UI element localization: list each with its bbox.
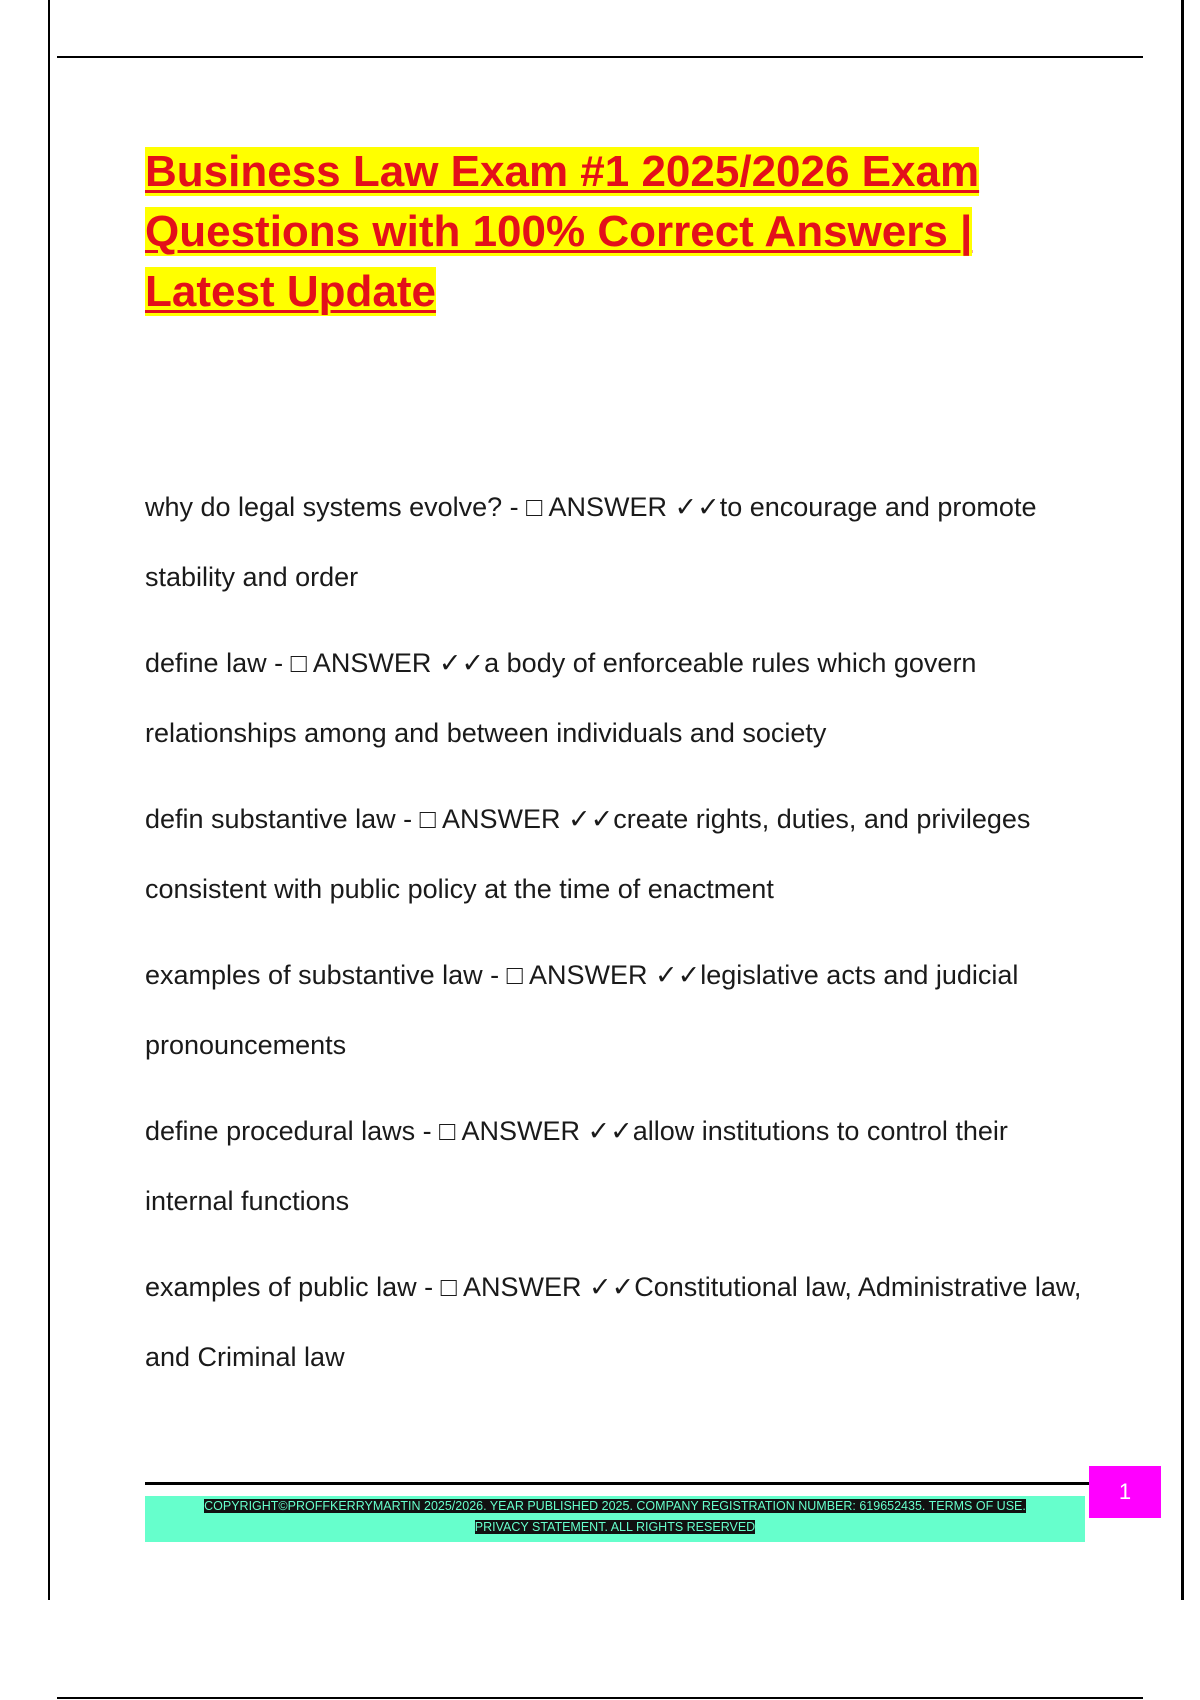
qa-item: define law - □ ANSWER ✓✓a body of enforceable rules which govern relationships among and between individuals and society — [145, 648, 977, 748]
qa-list — [145, 472, 1090, 1408]
document-title-text: Business Law Exam #1 2025/2026 Exam Questions with 100% Correct Answers | Latest Update — [145, 147, 980, 316]
copyright-line-2: PRIVACY STATEMENT. ALL RIGHTS RESERVED — [474, 1520, 756, 1534]
footer-rule — [145, 1482, 1090, 1485]
copyright-footer — [145, 1496, 1085, 1542]
qa-item: examples of public law - □ ANSWER ✓✓Constitutional law, Administrative law, and Criminal law — [145, 1272, 1082, 1372]
document-title — [145, 142, 1085, 322]
qa-item: why do legal systems evolve? - □ ANSWER ✓✓to encourage and promote stability and order — [145, 492, 1037, 592]
copyright-line-1: COPYRIGHT©PROFFKERRYMARTIN 2025/2026. YEAR PUBLISHED 2025. COMPANY REGISTRATION NUMBER: 619652435. TERMS OF USE. — [204, 1499, 1026, 1513]
qa-item: examples of substantive law - □ ANSWER ✓✓legislative acts and judicial pronouncements — [145, 960, 1019, 1060]
bottom-rule — [57, 1697, 1143, 1699]
top-rule — [57, 56, 1143, 58]
page-number-badge: 1 — [1089, 1466, 1161, 1518]
qa-item: defin substantive law - □ ANSWER ✓✓create rights, duties, and privileges consistent with public policy at the time of enactment — [145, 804, 1031, 904]
qa-item: define procedural laws - □ ANSWER ✓✓allow institutions to control their internal functions — [145, 1116, 1008, 1216]
